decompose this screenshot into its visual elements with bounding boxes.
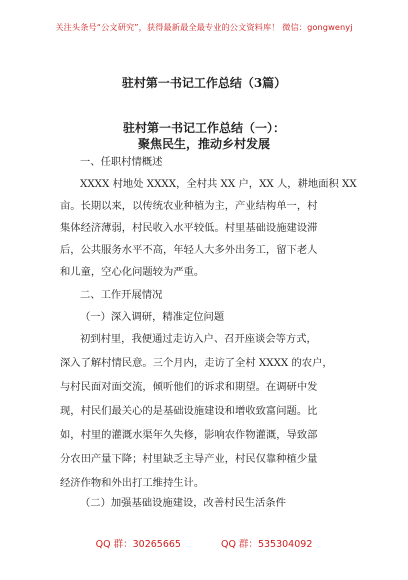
promo-banner: 关注头条号“公文研究”，获得最新最全最专业的公文资料库！ 微信：gongwenyj (55, 22, 353, 32)
body-line: 如，村里的灌溉水渠年久失修，影响农作物灌溉，导致部 (60, 429, 318, 441)
qq-number: QQ 群：535304092 (220, 539, 313, 550)
body-line: XXXX 村地处 XXXX，全村共 XX 户，XX 人，耕地面积 XX (80, 178, 357, 190)
heading-line: 二、工作开展情况 (80, 289, 163, 301)
document-title: 驻村第一书记工作总结（3篇） (121, 76, 287, 90)
subheading-line: （一）深入调研，精准定位问题 (80, 311, 225, 323)
qq-group-number: QQ 群：30265665 (95, 539, 181, 550)
body-line: 与村民面对面交流，倾听他们的诉求和期望。在调研中发 (60, 381, 318, 393)
body-line: 后，公共服务水平不高，年轻人大多外出务工，留下老人 (60, 244, 318, 256)
body-line: 深入了解村情民意。三个月内，走访了全村 XXXX 的农户， (60, 357, 333, 369)
body-line: 分农田产量下降；村里缺乏主导产业，村民仅靠种植少量 (60, 453, 318, 465)
body-line: 亩。长期以来，以传统农业种植为主，产业结构单一，村 (60, 200, 318, 212)
subheading-line: （二）加强基础设施建设，改善村民生活条件 (80, 497, 286, 509)
section-title: 驻村第一书记工作总结（一）： (122, 121, 285, 135)
body-line: 经济作物和外出打工维持生计。 (60, 477, 205, 489)
body-line: 和儿童，空心化问题较为严重。 (60, 266, 205, 278)
body-line: 初到村里，我便通过走访入户、召开座谈会等方式， (80, 333, 317, 345)
heading-line: 一、任职村情概述 (80, 156, 163, 168)
footer-contact (0, 536, 408, 550)
section-subtitle: 聚焦民生，推动乡村发展 (137, 137, 270, 151)
body-line: 集体经济薄弱，村民收入水平较低。村里基础设施建设滞 (60, 222, 318, 234)
body-line: 现，村民们最关心的是基础设施建设和增收致富问题。比 (60, 405, 318, 417)
